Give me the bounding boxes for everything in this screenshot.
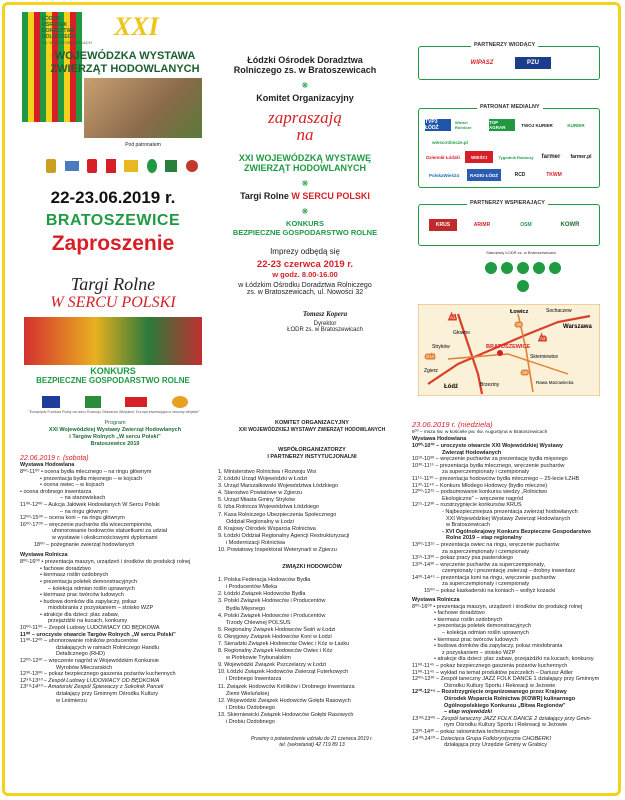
list-item: 10³⁰-11¹⁵ – prezentacja bydła mlecznego, wręczenie pucharów xyxy=(412,462,565,469)
list-item: przejażdżki na kucach, konkursy xyxy=(48,618,128,625)
patron-logo-1 xyxy=(46,159,56,173)
org-small-3: DORADZTWA xyxy=(42,28,75,34)
center-org-1: Łódzki Ośrodek Doradztwa xyxy=(247,55,363,65)
media-tkwm: TKWM xyxy=(546,172,562,178)
list-item: i Drobnego Inwentarza xyxy=(226,676,282,683)
list-item: 12³⁰-12⁴⁵ – Rozstrzygnięcie organizowanego przez Krajowy xyxy=(412,689,567,696)
map-bratoszewice-marker xyxy=(497,350,503,356)
media-tygodnik: Tygodnik Rolniczy xyxy=(498,154,534,160)
list-item: 2. Łódzki Związek Hodowców Bydła xyxy=(218,591,306,598)
list-item: • fachowe doradztwo xyxy=(434,610,485,617)
event-line-1: XXI WOJEWÓDZKĄ WYSTAWĘ xyxy=(238,153,372,163)
supporting-partners-box xyxy=(418,200,600,246)
list-item: 11. Związek Hodowców Królików i Drobnego Inwentarza xyxy=(218,683,355,690)
standards-caption: Standardy ŁODR zs. w Bratoszewicach xyxy=(486,250,556,255)
list-item: - Najbezpieczniejsza prezentacja zwierząt hodowlanych xyxy=(442,508,578,515)
list-item: – kolekcja odmian roślin uprawnych xyxy=(48,585,135,592)
invite-word-2: na xyxy=(296,125,314,144)
fair-line-2: W SERCU POLSKI xyxy=(50,294,176,311)
list-item: 6. Okręgowy Związek Hodowców Koni w Łodzi xyxy=(218,633,332,640)
list-item: 10. Łódzki Związek Hodowców Zwierząt Futerkowych xyxy=(218,669,349,676)
day2-list-2 xyxy=(412,604,608,749)
list-item: • budowa domków dla zapylaczy, pokaz xyxy=(40,598,137,605)
day1-list-2 xyxy=(20,559,210,704)
map-label-a2: A2 xyxy=(540,336,546,341)
map-label-lodz: Łódź xyxy=(444,384,458,390)
day2-section-1: Wystawa Hodowlana xyxy=(412,436,467,442)
standard-icon-1 xyxy=(485,262,497,274)
list-item: 2. Łódzki Urząd Wojewódzki w Łodzi xyxy=(218,476,308,483)
list-item: Zwierząt Hodowlanych xyxy=(442,449,502,456)
center-org-2: Rolniczego zs. w Bratoszewicach xyxy=(233,65,377,75)
program-title-2: XXI Wojewódzkiej Wystawy Zwierząt Hodowlanych xyxy=(48,427,182,433)
center-contest-2: BEZPIECZNE GOSPODARSTWO ROLNE xyxy=(232,228,378,237)
unions-title: ZWIĄZKI HODOWCÓW xyxy=(282,564,342,571)
program-title-1: Program xyxy=(104,420,126,426)
list-item: 13³⁰-14³⁰ – Amatorski Zespół Śpiewaczy z Sokolnik Parceli xyxy=(20,684,164,691)
place-name: BRATOSZEWICE xyxy=(45,212,181,229)
media-top-agrar: TOP AGRAR xyxy=(489,119,515,131)
org-small-2: OŚRODEK xyxy=(42,22,68,28)
list-item: 11⁰⁰-11⁴⁵ – wykład na temat produktów pszczelich – Dariusz Adler xyxy=(412,669,573,676)
list-item: 18⁰⁰ – pożegnanie zwierząt hodowlanych xyxy=(34,541,135,548)
standard-icon-4 xyxy=(533,262,545,274)
list-item: Detalicznego (RHD) xyxy=(56,651,105,658)
unions-list xyxy=(218,577,406,726)
invitation-word: Zaproszenie xyxy=(51,232,175,255)
media-patrons-box xyxy=(418,104,600,188)
map-label-s14: S14 xyxy=(426,354,435,359)
list-item: i Drobiu Ozdobnego xyxy=(226,704,275,711)
left-banner xyxy=(22,12,204,412)
list-item: 10. Powiatowy Inspektorat Weterynarii w Zgierzu xyxy=(218,547,337,554)
list-item: i Drobiu Ozdobnego xyxy=(226,719,275,725)
partner-pzu: PZU xyxy=(515,57,551,69)
partner-wipasz: WIPASZ xyxy=(470,60,494,66)
list-item: uhonorowanie hodowców statuetkami za udział xyxy=(52,528,167,535)
list-item: 10¹⁰-10³⁰ – wręczenie pucharów za prezentację bydła mięsnego xyxy=(412,456,568,463)
list-item: 11⁰⁰-12⁰⁰ – Aukcja Jałówek Hodowlanych W Sercu Polski xyxy=(20,501,160,508)
list-item: 3. Urząd Marszałkowski Województwa Łódzkiego xyxy=(218,483,339,490)
leading-partners-title: PARTNERZY WIODĄCY xyxy=(471,42,538,48)
fair-line-1: Targi Rolne xyxy=(70,274,156,294)
list-item: • kiermasz roślin ozdobnych xyxy=(434,616,503,623)
patron-logo-3 xyxy=(87,159,97,173)
support-krus: KRUS xyxy=(429,219,457,231)
list-item: 8⁰⁰-16⁰⁰ • prezentacja maszyn, urządzeń i środków do produkcji rolnej xyxy=(412,603,583,610)
list-item: • fachowe doradztwo xyxy=(40,565,91,572)
list-item: nym Ośrodku Kultury Sportu i Rekreacji w Jeżowie xyxy=(444,722,568,729)
list-item: 10⁰⁰-11⁰⁰ – Zespół Ludowy LUDOWIACY OD BĘDKOWA xyxy=(20,625,160,632)
list-item: 14³⁰-14⁴⁵ – prezentacja koni na ringu, wręczenie pucharów xyxy=(412,574,556,581)
day2-list-1 xyxy=(412,443,608,595)
list-item: 3. Polski Związek Hodowców i Producentów xyxy=(218,598,326,605)
signer-role: Dyrektor xyxy=(313,321,337,327)
diamond-icon: ❋ xyxy=(301,207,309,216)
list-item: 12³⁰-13⁰⁰ – pokaz bezpiecznego gaszenia pożarów kuchennych xyxy=(20,671,176,678)
list-item: 14⁰⁰-14³⁰ – Dziecięca Grupa Folklorystyczna CHOBERKI xyxy=(412,735,551,742)
list-item: 16⁰⁰-17⁰⁰ – wręczenie pucharów dla wiceczempionów, xyxy=(20,521,153,528)
media-polskawies: PolskaWieś24 xyxy=(429,172,459,178)
patron-logo-4 xyxy=(106,159,116,173)
list-item: - XVI Ogólnokrajowy Konkurs Bezpieczne Gospodarstwo xyxy=(442,528,591,535)
patronage-label: Pod patronatem xyxy=(125,142,161,148)
center-contest-1: KONKURS xyxy=(286,219,324,228)
list-item: za superczempionaty i czempionaty xyxy=(442,469,530,476)
list-item: 13¹⁵-13³⁰ – pokaz pracy psa pasterskiego xyxy=(412,555,514,562)
list-item: 8⁰⁰-16⁰⁰ • prezentacja maszyn, urządzeń i środków do produkcji rolnej xyxy=(20,559,191,566)
list-item: 12¹⁵-12³⁰ – rozstrzygnięcie konkursów KRUS xyxy=(412,502,522,509)
list-item: w wystawie i okolicznościowymi dyplomami xyxy=(52,534,158,541)
list-item: • kiermasz roślin ozdobnych xyxy=(40,572,109,579)
list-item: 9. Łódzki Oddział Regionalny Agencji Restrukturyzacji xyxy=(218,532,350,539)
list-item: 11³⁰-11⁴⁰ – Konkurs Młodego Hodowcy (bydło mleczne) xyxy=(412,482,548,489)
list-item: 10⁰⁰-10¹⁰ – uroczyste otwarcie XXI Wojewódzkiej Wystawy xyxy=(412,443,563,449)
list-item: Ogólnopolskiego Konkursu „Bitwa Regionów" xyxy=(444,702,566,709)
list-item: 11⁰⁰-12⁰⁰ – uhonorowanie rolników producentów xyxy=(20,638,138,645)
center-committee: Komitet Organizacyjny xyxy=(256,93,354,103)
rsvp-line-2: tel. (sekretariat) 42 719 89 13 xyxy=(279,742,345,749)
patron-logo-7 xyxy=(165,160,177,172)
media-farmer: farmer xyxy=(541,154,561,160)
list-item: • prezentacja poletek demonstracyjnych xyxy=(40,578,138,585)
media-wiescirolnicze-pl: wiescirolnicze.pl xyxy=(432,139,468,145)
list-item: z pozyskaniem – stoisko WZP xyxy=(442,649,516,656)
standard-icon-2 xyxy=(501,262,513,274)
media-title: PATRONAT MEDIALNY xyxy=(477,104,543,110)
list-item: 4. Polski Związek Hodowców i Producentów xyxy=(218,612,326,619)
media-farmer-pl: farmer.pl xyxy=(570,154,592,160)
list-item: 7. Sieradzki Związek Hodowców Owiec i Kóz w Łasku xyxy=(218,640,350,647)
map-label-glowno: Głowno xyxy=(453,330,470,336)
day1-heading: 22.06.2019 r. (sobota) xyxy=(20,455,89,462)
list-item: 13. Skierniewicki Związek Hodowców Gołębi Rasowych xyxy=(218,711,354,718)
committee-title-2: XXI WOJEWÓDZKIEJ WYSTAWY ZWIERZĄT HODOWLANYCH xyxy=(238,427,386,433)
media-rcd: RCD xyxy=(514,172,526,178)
map-label-skierniewice: Skierniewice xyxy=(530,354,559,360)
list-item: Bydła Mięsnego xyxy=(226,605,266,612)
support-arimr: ARiMR xyxy=(473,222,491,228)
map-label-warszawa: Warszawa xyxy=(563,324,592,330)
list-item: • kiermasz prac twórców ludowych xyxy=(434,636,518,643)
map-label-sochaczew: Sochaczew xyxy=(546,308,572,314)
when-date: 22-23 czerwca 2019 r. xyxy=(256,259,354,270)
list-item: 1. Ministerstwo Rolnictwa i Rozwoju Wsi xyxy=(218,469,317,475)
list-item: w Bratoszewicach xyxy=(446,522,491,529)
list-item: – kolekcja odmian roślin uprawnych xyxy=(442,630,529,637)
program-day2 xyxy=(412,420,608,749)
list-item: XXI Wojewódzkiej Wystawy Zwierząt Hodowlanych xyxy=(446,515,571,522)
list-item: Ośrodku Kultury Sportu i Rekreacji w Jeżowie xyxy=(444,682,556,689)
signer-org: ŁODR zs. w Bratoszewicach xyxy=(287,327,363,333)
fair-line xyxy=(210,191,400,201)
leading-partners-box xyxy=(418,42,600,80)
program-day1 xyxy=(20,420,210,704)
banner-title-2: ZWIERZĄT HODOWLANYCH xyxy=(50,63,200,75)
list-item: – na stanowiskach xyxy=(60,495,106,502)
list-item: 13⁰⁰-13¹⁵ – prezentacja owiec na ringu, wręczenie pucharów xyxy=(412,541,560,548)
fair-prefix: Targi Rolne xyxy=(240,191,292,201)
list-item: 8. Krajowy Ośrodek Wsparcia Rolnictwa xyxy=(218,525,316,532)
list-item: czempionaty i prezentację zwierząt – drobny inwentarz xyxy=(442,568,576,575)
list-item: 6. Izba Rolnicza Województwa Łódzkiego xyxy=(218,504,320,511)
day2-mass: 9⁰⁰ – msza św. w kościele pw. św. Augustyna w Bratoszewicach xyxy=(412,430,548,435)
org-logo xyxy=(42,16,92,46)
map-label-a1: A1 xyxy=(450,315,456,320)
day1-section-1: Wystawa Hodowlana xyxy=(20,462,75,468)
program-title-3: i Targów Rolnych „W sercu Polski" xyxy=(69,434,161,440)
eu-logos xyxy=(30,394,200,410)
standards-logos xyxy=(478,262,568,294)
media-dziennik-lodzki: Dziennik Łódzki xyxy=(425,154,460,160)
media-radio-lodz: RADIO ŁÓDŹ xyxy=(467,169,501,181)
list-item: Oddział Regionalny w Łodzi xyxy=(226,518,294,525)
support-osm: OSM xyxy=(520,222,532,228)
patron-logo-5 xyxy=(124,160,138,172)
event-line-2: ZWIERZĄT HODOWLANYCH xyxy=(244,163,366,173)
day1-section-2: Wystawa Rolnicza xyxy=(20,552,68,559)
co-organizers-title-2: I PARTNERZY INSTYTUCJONALNI xyxy=(267,454,357,460)
list-item: i Producentów Mleka xyxy=(226,584,278,591)
map-label-lowicz: Łowicz xyxy=(510,309,529,315)
support-kowr: KOWR xyxy=(560,222,580,228)
committee-title-1: KOMITET ORGANIZACYJNY xyxy=(275,420,349,426)
contest-2: BEZPIECZNE GOSPODARSTWO ROLNE xyxy=(36,376,190,385)
list-item: miodobrania z pozyskaniem – stoisko WZP xyxy=(48,605,154,612)
list-item: działająca przy Urzędzie Gminy w Grabicy xyxy=(444,742,548,749)
prow-logo xyxy=(85,396,101,408)
list-item: • ocena owiec – w kojcach xyxy=(40,482,105,489)
eu-caption: "Europejski Fundusz Rolny na rzecz Rozwoju Obszarów Wiejskich: Europa inwestująca w obszary wiejskie" xyxy=(28,410,200,414)
program-title-4: Bratoszewice 2019 xyxy=(90,441,140,447)
invite-word-1: zapraszają xyxy=(268,108,342,127)
edition-number: XXI xyxy=(114,12,159,41)
list-item: 12⁰⁰-15⁰⁰ – ocena koni – na ringu głównym xyxy=(20,515,125,522)
co-organizers-title-1: WSPÓŁORGANIZATORZY xyxy=(278,447,346,453)
list-item: – na ringu głównym xyxy=(60,508,108,515)
list-item: • prezentacja bydła mięsnego – w kojcach xyxy=(40,475,143,482)
list-item: w Piotrkowie Trybunalskim xyxy=(226,655,291,662)
org-small-5: ZS. W BRATOSZEWICACH xyxy=(42,40,92,45)
committee-column xyxy=(218,420,406,748)
list-item: i Modernizacji Rolnictwa xyxy=(226,539,285,546)
fair-highlight: W SERCU POLSKI xyxy=(291,191,370,201)
list-item: w Leśmierzu xyxy=(56,697,87,704)
list-item: 13³⁰-14³⁰ – pokaz ratownictwa technicznego xyxy=(412,728,520,735)
list-item: 8. Regionalny Związek Hodowców Owiec i Kóz xyxy=(218,648,333,655)
list-item: 12⁰⁰-12¹⁵ – podsumowanie konkursu wiedzy „Rolnictwo xyxy=(412,489,548,496)
list-item: 8⁰⁰-11⁰⁰ • ocena bydła mlecznego – na ringu głównym xyxy=(20,469,152,475)
diamond-icon: ❋ xyxy=(301,81,309,90)
media-tvp3: TVP3 ŁÓDŹ xyxy=(425,119,451,131)
list-item: 7. Kasa Rolniczego Ubezpieczenia Społecznego xyxy=(218,511,337,518)
eu-flag-icon xyxy=(42,396,60,408)
standard-icon-3 xyxy=(517,262,529,274)
map-label-brzeziny: Brzeziny xyxy=(480,382,500,388)
signature-block xyxy=(250,310,400,333)
map-label-s8: S8 xyxy=(522,370,528,375)
list-item: 5. Regionalny Związek Hodowców Świń w Łodzi xyxy=(218,626,336,633)
list-item: • ocena drobnego inwentarza xyxy=(20,488,92,495)
when-intro: Imprezy odbędą się xyxy=(270,247,340,256)
list-item: • prezentacja poletek demonstracyjnych xyxy=(434,623,532,630)
list-item: za superczempionaty i czempionaty xyxy=(442,581,530,588)
machinery-photo xyxy=(24,317,202,365)
list-item: 15⁰⁰ – pokaz kaskaderski na koniach – woltyż kozacki xyxy=(424,588,556,595)
location-map xyxy=(418,304,600,396)
org-small-1: ŁÓDZKI xyxy=(42,16,61,22)
map-label-zgierz: Zgierz xyxy=(424,368,438,374)
list-item: • atrakcje dla dzieci: plac zabaw, xyxy=(40,611,119,618)
patron-logos xyxy=(42,152,202,180)
standard-icon-6 xyxy=(517,280,529,292)
rsvp-line-1: Prosimy o potwierdzenie udziału do 21 czerwca 2019 r. xyxy=(250,736,374,743)
media-kurier: KURIER xyxy=(567,122,585,128)
list-item: Trzody Chlewnej POLSUS xyxy=(226,619,291,626)
where-2: zs. w Bratoszewicach, ul. Nowości 32 xyxy=(246,289,364,296)
signature-name: Tomasz Kopera xyxy=(302,310,348,318)
animals-photo xyxy=(84,78,202,138)
map-label-bratoszewice: BRATOSZEWICE xyxy=(486,344,531,350)
list-item: 4. Starostwo Powiatowe w Zgierzu xyxy=(218,490,303,497)
banner-title-1: WOJEWÓDZKA WYSTAWA xyxy=(54,50,196,62)
list-item: 11¹⁵-11³⁰ – prezentacja hodowców bydła mlecznego – 25-lecie ŁZHB xyxy=(412,475,580,482)
standard-icon-5 xyxy=(549,262,561,274)
list-item: Ekologiczne" – wręczenie nagród xyxy=(442,495,524,502)
map-label-s8-north: S8 xyxy=(516,322,522,327)
list-item: Ziemi Wieluńskiej xyxy=(226,690,269,697)
diamond-icon: ❋ xyxy=(301,179,309,188)
contest-1: KONKURS xyxy=(90,366,136,376)
ksow-logo xyxy=(172,396,188,408)
list-item: 12³⁰-13³⁰ – Zespół Ludowy LUDOWIACY OD BĘDKOWA xyxy=(20,677,160,684)
day1-list-1 xyxy=(20,469,210,548)
when-hours: w godz. 8.00-16.00 xyxy=(272,270,338,279)
support-title: PARTNERZY WSPIERAJĄCY xyxy=(467,200,548,206)
list-item: 9. Wojewódzki Związek Pszczelarzy w Łodzi xyxy=(218,662,327,669)
patron-logo-2 xyxy=(65,161,79,171)
patron-logo-8 xyxy=(186,160,198,172)
map-label-rawa: Rawa Mazowiecka xyxy=(536,380,574,385)
list-item: • atrakcje dla dzieci: plac zabaw, przejażdżki na kucach, konkursy xyxy=(434,656,594,663)
where-1: w Łódzkim Ośrodku Doradztwa Rolniczego xyxy=(238,282,372,289)
institutions-list xyxy=(218,469,406,554)
list-item: • kiermasz prac twórców ludowych xyxy=(40,592,124,599)
org-small-4: ROLNICZEGO xyxy=(42,34,76,40)
map-label-strykow: Stryków xyxy=(432,344,450,350)
day2-section-2: Wystawa Rolnicza xyxy=(412,596,460,603)
patron-logo-6 xyxy=(147,159,157,173)
list-item: za superczempionaty i czempionaty xyxy=(442,548,530,555)
list-item: Ośrodek Wsparcia Rolnictwa (KOWR) kulinarnego xyxy=(444,695,576,702)
list-item: działający przy Gminnym Ośrodku Kultury xyxy=(56,691,159,697)
invitation-text xyxy=(210,55,400,296)
media-wiesci-rolnicze: Wieści Rolnicze xyxy=(455,120,472,130)
day2-heading: 23.06.2019 r. (niedziela) xyxy=(412,420,493,429)
list-item: 12⁰⁰-12³⁰ – wręczenie nagród w Wojewódzkim Konkursie xyxy=(20,658,159,665)
list-item: – etap wojewódzki xyxy=(444,709,492,716)
list-item: 13⁰⁰-13⁴⁵ – Zespół taneczny JAZZ FOLK DANCE 2 działający przy Gmin- xyxy=(412,715,592,722)
list-item: Rolne 2019 – etap regionalny xyxy=(446,535,522,542)
list-item: 11⁰⁰ – uroczyste otwarcie Targów Rolnych „W sercu Polski" xyxy=(20,631,176,638)
list-item: działających w ramach Rolniczego Handlu xyxy=(56,644,160,651)
list-item: 11⁰⁰-11⁴⁵ – pokaz bezpiecznego gaszenia pożarów kuchennych xyxy=(412,663,568,669)
media-wiesci: WIEŚCI xyxy=(465,151,493,163)
list-item: • budowa domków dla zapylaczy, pokaz miodobrania xyxy=(434,643,563,650)
event-date: 22-23.06.2019 r. xyxy=(50,188,176,207)
list-item: Wyrobów Mleczarskich xyxy=(56,664,113,671)
list-item: 13³⁰-14³⁰ – wręczenie pucharów za superczempionaty, xyxy=(412,561,546,568)
media-twoj-kurier: TWOJ KURIER xyxy=(521,122,553,128)
list-item: 12⁰⁰-12³⁰ – Zespół taneczny JAZZ FOLK DANCE 1 działający przy Gminnym xyxy=(412,676,600,683)
lodzkie-logo xyxy=(125,397,147,407)
list-item: 1. Polska Federacja Hodowców Bydła xyxy=(218,577,311,584)
list-item: 5. Urząd Miasta Gminy Stryków xyxy=(218,497,296,504)
list-item: 12. Wojewódzki Związek Hodowców Gołębi Rasowych xyxy=(218,697,351,704)
